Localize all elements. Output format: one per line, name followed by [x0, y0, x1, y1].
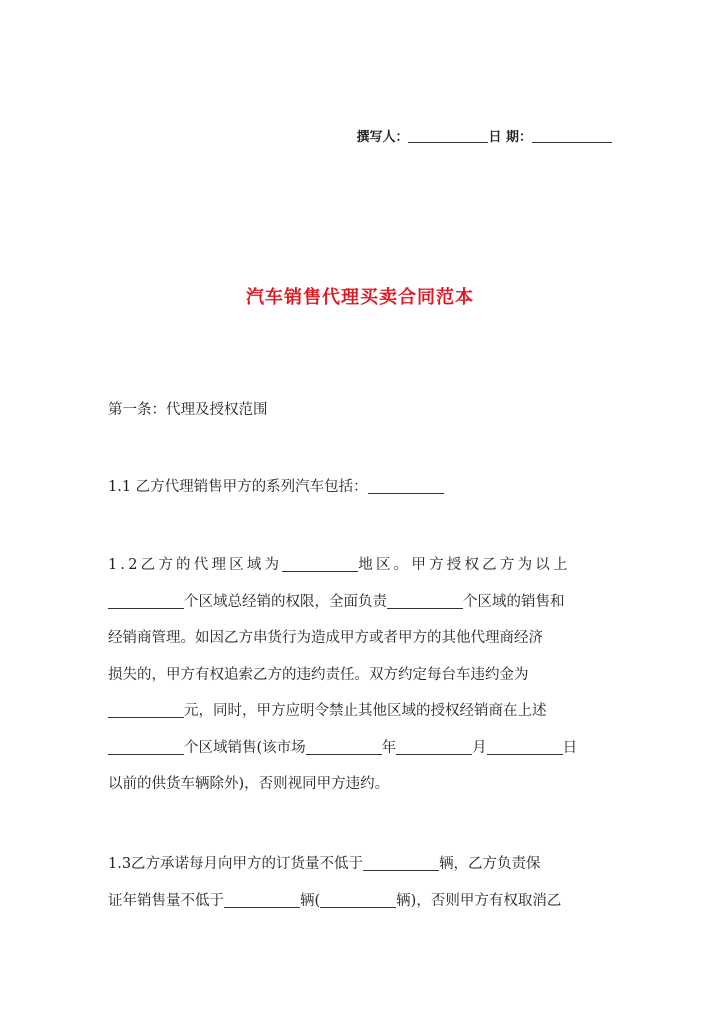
clause-line: 损失的，甲方有权追索乙方的违约责任。双方约定每台车违约金为	[108, 666, 529, 683]
clause-1-1-text: 1.1 乙方代理销售甲方的系列汽车包括：	[108, 479, 368, 495]
fill-blank	[224, 892, 300, 908]
clause-text: 月	[472, 739, 487, 756]
date-label: 日 期：	[488, 130, 532, 145]
document-title: 汽车销售代理买卖合同范本	[246, 287, 474, 308]
clause-text: 辆)，否则甲方有权取消乙	[396, 892, 562, 909]
clause-line	[108, 547, 613, 584]
clause-line	[108, 846, 613, 883]
clause-text: 辆(	[300, 892, 321, 909]
fill-blank	[320, 892, 396, 908]
clause-1-2	[108, 547, 613, 803]
clause-text: 个区域的销售和	[463, 593, 565, 610]
section-heading: 第一条：代理及授权范围	[108, 402, 268, 418]
clause-line: 以前的供货车辆除外)，否则视同甲方违约。	[108, 776, 390, 792]
fill-blank	[368, 478, 444, 494]
clause-text: 1.2乙方的代理区域为	[108, 557, 283, 573]
clause-text: 证年销售量不低于	[108, 892, 224, 909]
author-blank	[408, 129, 488, 143]
clause-text: 地区。甲方授权乙方为以上	[358, 557, 571, 573]
clause-text: 年	[381, 739, 397, 756]
clause-line	[108, 584, 613, 621]
clause-line	[108, 730, 613, 767]
clause-1-3	[108, 846, 613, 919]
fill-blank	[282, 556, 358, 572]
header-signature-line	[356, 126, 612, 145]
clause-text: 个区域销售(该市场	[184, 739, 306, 756]
clause-text: 辆，乙方负责保	[439, 856, 541, 872]
clause-line: 经销商管理。如因乙方串货行为造成甲方或者甲方的其他代理商经济	[108, 630, 543, 646]
fill-blank	[108, 593, 184, 609]
fill-blank	[487, 739, 563, 755]
fill-blank	[363, 855, 439, 871]
fill-blank	[306, 739, 382, 755]
clause-text: 1.3乙方承诺每月向甲方的订货量不低于	[108, 856, 364, 872]
clause-1-1	[108, 475, 613, 496]
clause-line	[108, 883, 613, 920]
fill-blank	[396, 739, 472, 755]
fill-blank	[108, 702, 184, 718]
clause-line	[108, 693, 613, 730]
fill-blank	[387, 593, 463, 609]
clause-text: 日	[562, 739, 578, 756]
clause-text: 个区域总经销的权限，全面负责	[184, 593, 387, 610]
clause-text: 元，同时，甲方应明令禁止其他区域的授权经销商在上述	[184, 703, 547, 719]
date-blank	[532, 129, 612, 143]
author-label: 撰写人：	[356, 130, 409, 145]
fill-blank	[108, 739, 184, 755]
